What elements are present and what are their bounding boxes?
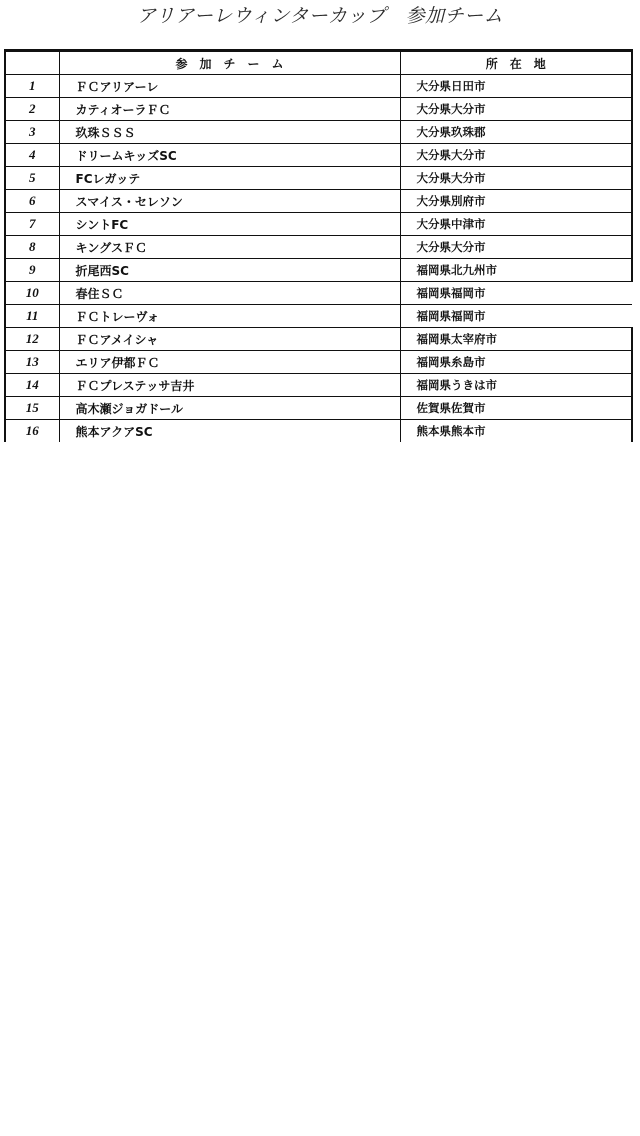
team-name: 熊本アクアSC	[59, 420, 400, 443]
team-name: シントFC	[59, 213, 400, 236]
team-name: ＦＣアメイシャ	[59, 328, 400, 351]
team-location: 大分県大分市	[400, 144, 632, 167]
table-row	[5, 236, 632, 259]
row-number: 5	[5, 167, 59, 190]
row-number: 12	[5, 328, 59, 351]
page-title: アリアーレウィンターカップ 参加チーム	[136, 5, 504, 27]
team-name: キングスＦＣ	[59, 236, 400, 259]
team-location: 福岡県糸島市	[400, 351, 632, 374]
team-name: 高木瀬ジョガドール	[59, 397, 400, 420]
table-row	[5, 282, 632, 305]
participant-table	[4, 49, 633, 442]
team-name: 折尾西SC	[59, 259, 400, 282]
row-number: 6	[5, 190, 59, 213]
team-name: ドリームキッズSC	[59, 144, 400, 167]
row-number: 10	[5, 282, 59, 305]
team-location: 大分県玖珠郡	[400, 121, 632, 144]
row-number: 15	[5, 397, 59, 420]
team-location: 大分県大分市	[400, 167, 632, 190]
table-row	[5, 98, 632, 121]
table-row	[5, 351, 632, 374]
table-row	[5, 259, 632, 282]
team-name: エリア伊都ＦＣ	[59, 351, 400, 374]
team-name: 春住ＳＣ	[59, 282, 400, 305]
team-name: ＦＣプレステッサ吉井	[59, 374, 400, 397]
team-location: 福岡県福岡市	[400, 305, 632, 328]
team-name: カティオーラＦＣ	[59, 98, 400, 121]
team-name: スマイス・セレソン	[59, 190, 400, 213]
team-location: 福岡県うきは市	[400, 374, 632, 397]
table-row	[5, 397, 632, 420]
header-location: 所在地	[400, 51, 632, 75]
team-location: 福岡県北九州市	[400, 259, 632, 282]
table-row	[5, 75, 632, 98]
row-number: 14	[5, 374, 59, 397]
team-location: 大分県大分市	[400, 98, 632, 121]
row-number: 2	[5, 98, 59, 121]
table-row	[5, 374, 632, 397]
team-name: 玖珠ＳＳＳ	[59, 121, 400, 144]
table-row	[5, 328, 632, 351]
team-name: ＦＣアリアーレ	[59, 75, 400, 98]
table-row	[5, 213, 632, 236]
team-location: 大分県大分市	[400, 236, 632, 259]
team-location: 福岡県太宰府市	[400, 328, 632, 351]
row-number: 11	[5, 305, 59, 328]
table-row	[5, 144, 632, 167]
table-row	[5, 167, 632, 190]
row-number: 16	[5, 420, 59, 443]
row-number: 7	[5, 213, 59, 236]
team-name: FCレガッテ	[59, 167, 400, 190]
team-name: ＦＣトレーヴォ	[59, 305, 400, 328]
team-location: 大分県日田市	[400, 75, 632, 98]
team-location: 大分県中津市	[400, 213, 632, 236]
row-number: 1	[5, 75, 59, 98]
team-location: 佐賀県佐賀市	[400, 397, 632, 420]
table-row	[5, 190, 632, 213]
team-location: 福岡県福岡市	[400, 282, 632, 305]
row-number: 4	[5, 144, 59, 167]
row-number: 9	[5, 259, 59, 282]
header-team: 参加チーム	[59, 51, 400, 75]
team-location: 熊本県熊本市	[400, 420, 632, 443]
table-row	[5, 121, 632, 144]
row-number: 8	[5, 236, 59, 259]
row-number: 13	[5, 351, 59, 374]
table-row	[5, 420, 632, 443]
team-location: 大分県別府市	[400, 190, 632, 213]
table-header-row	[5, 51, 632, 75]
table-row	[5, 305, 632, 328]
row-number: 3	[5, 121, 59, 144]
header-number	[5, 51, 59, 75]
